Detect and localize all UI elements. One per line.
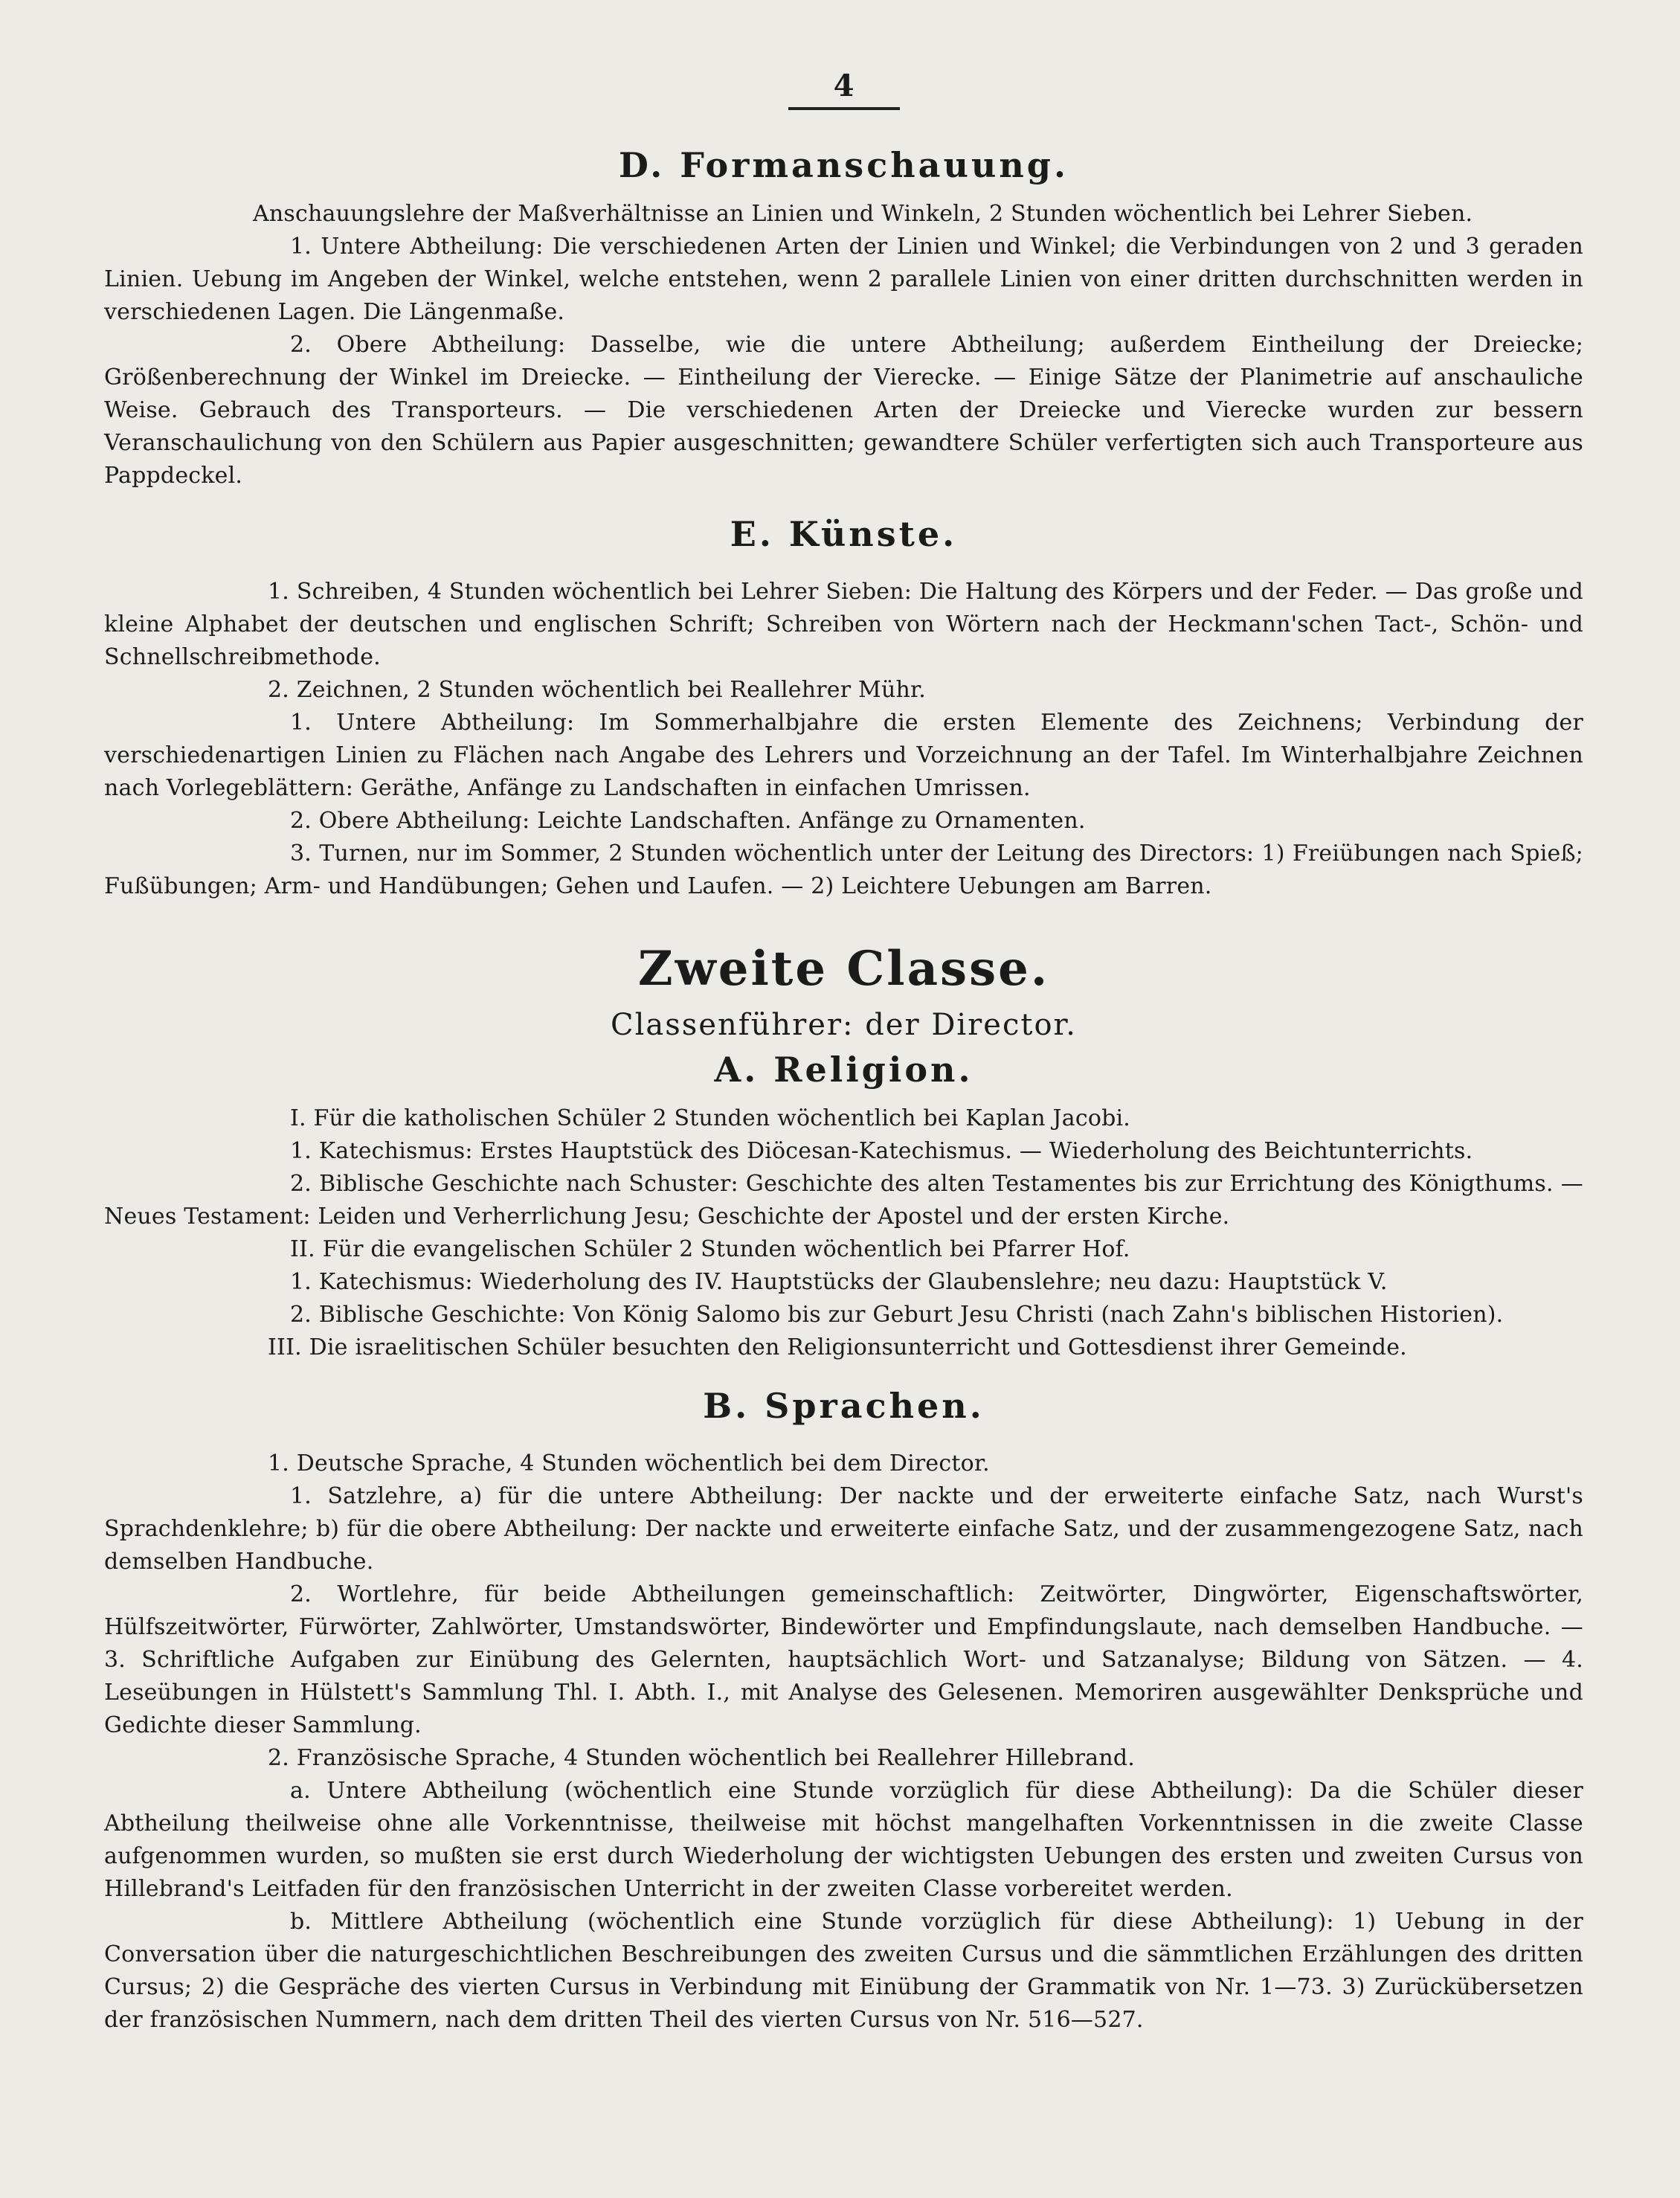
section-a-kath-1: 1. Katechismus: Erstes Hauptstück des Diöcesan-Katechismus. — Wiederholung des Beichtunterrichts. <box>290 1138 1473 1164</box>
section-b-deutsch-1: 1. Satzlehre, a) für die untere Abtheilung: Der nackte und der erweiterte einfache Satz, nach Wurst's Sprachdenklehre; b) für die obere Abtheilung: Der nackte und erweiterte einfache Satz, und der zusammengezogene Satz, nach demselben Handbuche. <box>104 1483 1583 1575</box>
section-b-deutsch: 1. Deutsche Sprache, 4 Stunden wöchentlich bei dem Director. <box>268 1450 990 1476</box>
section-a-evang: II. Für die evangelischen Schüler 2 Stunden wöchentlich bei Pfarrer Hof. <box>290 1236 1130 1262</box>
section-a-evang-1: 1. Katechismus: Wiederholung des IV. Hauptstücks der Glaubenslehre; neu dazu: Hauptstück V. <box>290 1269 1388 1295</box>
section-e-turnen: 3. Turnen, nur im Sommer, 2 Stunden wöchentlich unter der Leitung des Directors: 1) Freiübungen nach Spieß; Fußübungen; Arm- und Handübungen; Gehen und Laufen. — 2) Leichtere Uebungen am Barren. <box>104 841 1583 899</box>
zweite-classe-heading: Zweite Classe. <box>637 941 1050 997</box>
section-d-obere: 2. Obere Abtheilung: Dasselbe, wie die untere Abtheilung; außerdem Eintheilung der Dreiecke; Größenberechnung der Winkel im Dreiecke. — Eintheilung der Vierecke. — Einige Sätze der Planimetrie auf anschauliche Weise. Gebrauch des Transporteurs. — Die verschiedenen Arten der Dreiecke und Vierecke wurden zur bessern Veranschaulichung von den Schülern aus Papier ausgeschnitten; gewandtere Schüler verfertigten sich auch Transporteure aus Pappdeckel. <box>104 332 1583 489</box>
section-a-israel: III. Die israelitischen Schüler besuchten den Religionsunterricht und Gottesdienst ihrer Gemeinde. <box>268 1334 1407 1360</box>
section-e-zeichnen-untere: 1. Untere Abtheilung: Im Sommerhalbjahre die ersten Elemente des Zeichnens; Verbindung der verschiedenartigen Linien zu Flächen nach Angabe des Lehrers und Vorzeichnung an der Tafel. Im Winterhalbjahre Zeichnen nach Vorlegeblättern: Geräthe, Anfänge zu Landschaften in einfachen Umrissen. <box>104 710 1583 801</box>
section-e-zeichnen-obere: 2. Obere Abtheilung: Leichte Landschaften. Anfänge zu Ornamenten. <box>290 808 1086 834</box>
section-d-intro: Anschauungslehre der Maßverhältnisse an Linien und Winkeln, 2 Stunden wöchentlich bei Lehrer Sieben. <box>253 201 1473 227</box>
section-b-heading: B. Sprachen. <box>703 1386 985 1426</box>
section-b-franz: 2. Französische Sprache, 4 Stunden wöchentlich bei Reallehrer Hillebrand. <box>268 1745 1135 1771</box>
section-d-heading: D. Formanschauung. <box>619 145 1069 185</box>
section-e-zeichnen: 2. Zeichnen, 2 Stunden wöchentlich bei Reallehrer Mühr. <box>268 677 926 703</box>
section-e-schreiben: 1. Schreiben, 4 Stunden wöchentlich bei Lehrer Sieben: Die Haltung des Körpers und der Feder. — Das große und kleine Alphabet der deutschen und englischen Schrift; Schreiben von Wörtern nach der Heckmann'schen Tact-, Schön- und Schnellschreibmethode. <box>104 579 1583 670</box>
section-b-franz-a: a. Untere Abtheilung (wöchentlich eine Stunde vorzüglich für diese Abtheilung): Da die Schüler dieser Abtheilung theilweise ohne alle Vorkenntnisse, theilweise mit höchst mangelhaften Vorkenntnissen in die zweite Classe aufgenommen wurden, so mußten sie erst durch Wiederholung der wichtigsten Uebungen des ersten und zweiten Cursus von Hillebrand's Leitfaden für den französischen Unterricht in der zweiten Classe vorbereitet werden. <box>104 1778 1583 1902</box>
section-d-untere: 1. Untere Abtheilung: Die verschiedenen Arten der Linien und Winkel; die Verbindungen von 2 und 3 geraden Linien. Uebung im Angeben der Winkel, welche entstehen, wenn 2 parallele Linien von einer dritten durchschnitten werden in verschiedenen Lagen. Die Längenmaße. <box>104 234 1583 325</box>
section-a-kath-2: 2. Biblische Geschichte nach Schuster: Geschichte des alten Testamentes bis zur Errichtung des Königthums. — Neues Testament: Leiden und Verherrlichung Jesu; Geschichte der Apostel und der ersten Kirche. <box>104 1171 1583 1230</box>
page-number: 4 <box>788 71 900 110</box>
section-a-evang-2: 2. Biblische Geschichte: Von König Salomo bis zur Geburt Jesu Christi (nach Zahn's biblischen Historien). <box>290 1302 1504 1328</box>
section-a-heading: A. Religion. <box>714 1050 973 1090</box>
section-b-deutsch-2: 2. Wortlehre, für beide Abtheilungen gemeinschaftlich: Zeitwörter, Dingwörter, Eigenschaftswörter, Hülfszeitwörter, Fürwörter, Zahlwörter, Umstandswörter, Bindewörter und Empfindungslaute, nach demselben Handbuche. — 3. Schriftliche Aufgaben zur Einübung des Gelernten, hauptsächlich Wort- und Satzanalyse; Bildung von Sätzen. — 4. Leseübungen in Hülstett's Sammlung Thl. I. Abth. I., mit Analyse des Gelesenen. Memoriren ausgewählter Denksprüche und Gedichte dieser Sammlung. <box>104 1581 1583 1738</box>
section-b-franz-b: b. Mittlere Abtheilung (wöchentlich eine Stunde vorzüglich für diese Abtheilung): 1) Uebung in der Conversation über die naturgeschichtlichen Beschreibungen des zweiten Cursus und die sämmtlichen Erzählungen des dritten Cursus; 2) die Gespräche des vierten Cursus in Verbindung mit Einübung der Grammatik von Nr. 1—73. 3) Zurückübersetzen der französischen Nummern, nach dem dritten Theil des vierten Cursus von Nr. 516—527. <box>104 1909 1583 2033</box>
section-e-heading: E. Künste. <box>730 514 958 554</box>
section-a-kath: I. Für die katholischen Schüler 2 Stunden wöchentlich bei Kaplan Jacobi. <box>290 1105 1131 1131</box>
zweite-classe-subheading: Classenführer: der Director. <box>611 1008 1077 1042</box>
